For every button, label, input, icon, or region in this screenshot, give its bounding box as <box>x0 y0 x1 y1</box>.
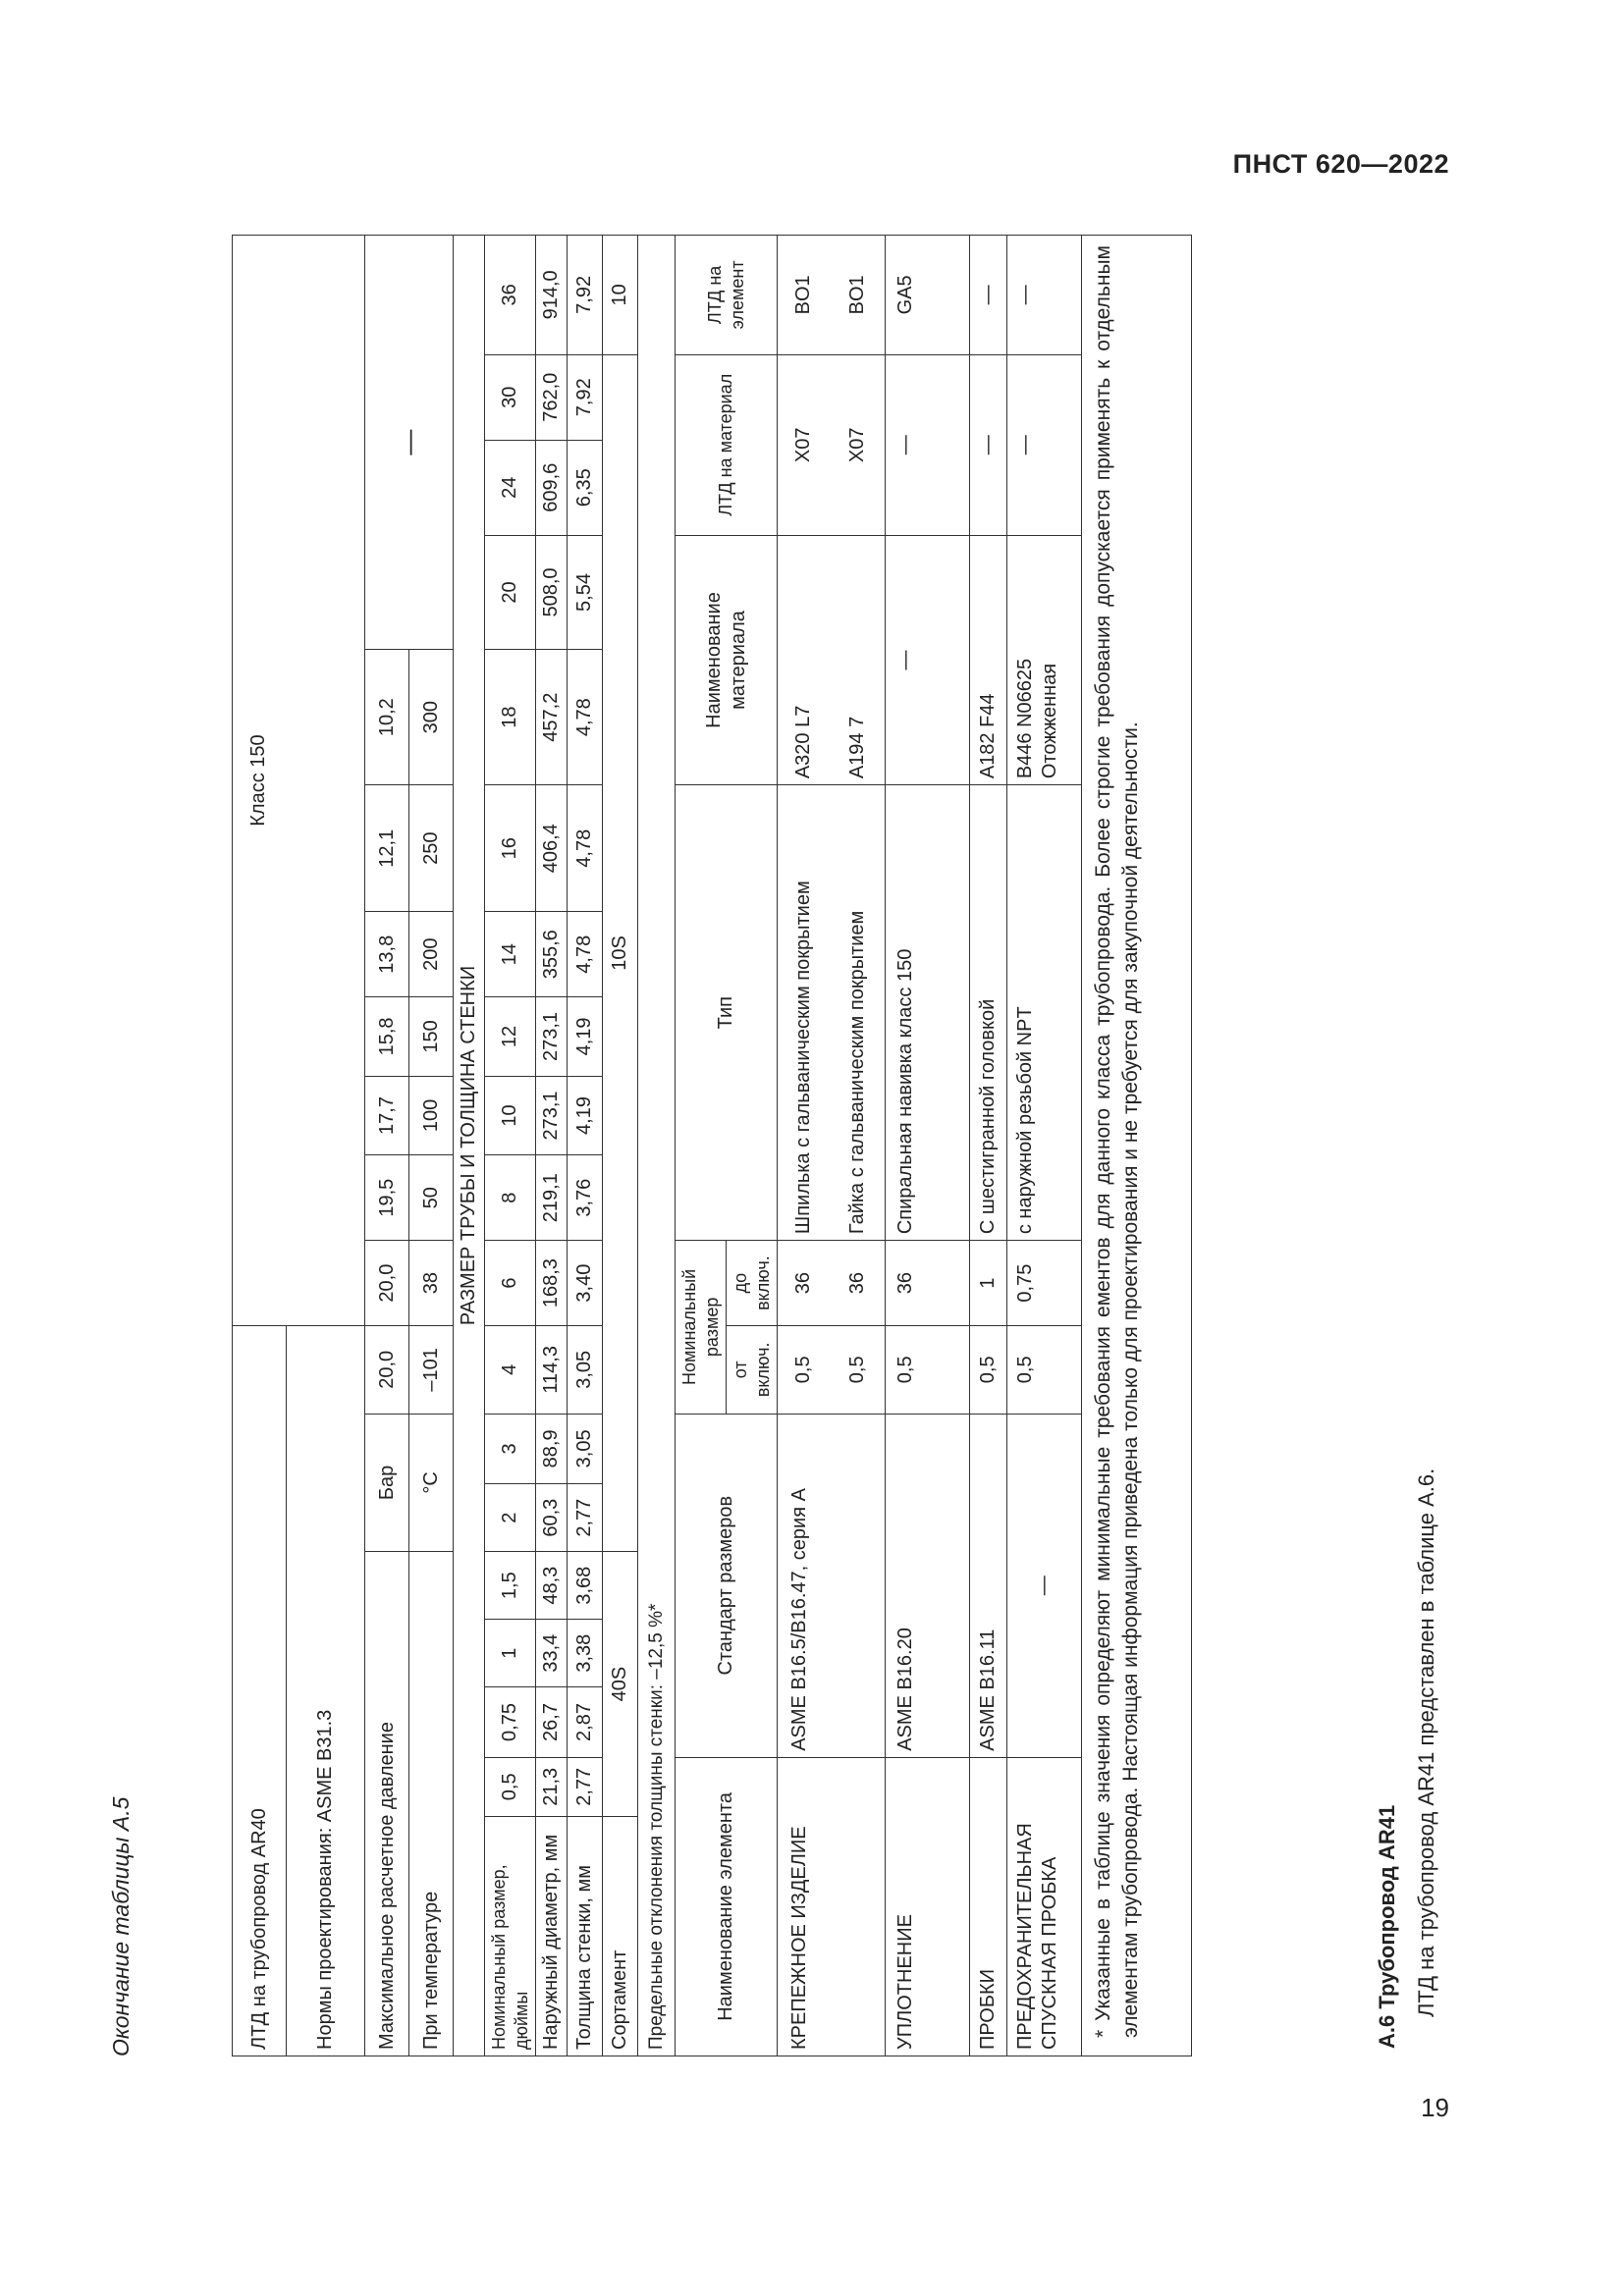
temperature-value: 300 <box>409 650 454 785</box>
fastener-from: 0,5 <box>831 1326 886 1415</box>
nominal-value: 24 <box>485 440 536 535</box>
col-header-material: Наименование материала <box>676 535 778 784</box>
drain-standard: — <box>1007 1414 1082 1757</box>
ltd-label: ЛТД на трубопровод AR40 <box>233 1326 287 2056</box>
wall-label: Толщина стенки, мм <box>568 1816 603 2056</box>
plugs-to: 1 <box>970 1241 1007 1326</box>
table-row <box>568 236 603 2056</box>
seal-name: УПЛОТНЕНИЕ <box>886 1757 970 2056</box>
nominal-value: 0,5 <box>485 1757 536 1816</box>
temperature-label: При температуре <box>409 1552 454 2056</box>
seal-to: 36 <box>886 1241 970 1326</box>
temperature-value: –101 <box>409 1326 454 1415</box>
wall-value: 4,78 <box>568 650 603 785</box>
class-label: Класс 150 <box>233 236 365 1326</box>
col-header-from: от включ. <box>727 1326 778 1415</box>
table-row <box>536 236 568 2056</box>
diameter-value: 219,1 <box>536 1155 568 1241</box>
temperature-value: 200 <box>409 912 454 997</box>
fastener-material: A194 7 <box>831 535 886 784</box>
seal-standard: ASME B16.20 <box>886 1414 970 1757</box>
table-row <box>1082 236 1192 2056</box>
drain-ltd-material: — <box>1007 354 1082 535</box>
wall-value: 3,05 <box>568 1326 603 1415</box>
nominal-value: 14 <box>485 912 536 997</box>
drain-from: 0,5 <box>1007 1326 1082 1415</box>
plugs-ltd-element: — <box>970 236 1007 355</box>
table-row <box>365 236 409 2056</box>
diameter-value: 273,1 <box>536 997 568 1077</box>
col-header-to: до включ. <box>727 1241 778 1326</box>
diameter-value: 273,1 <box>536 1076 568 1155</box>
wall-value: 7,92 <box>568 236 603 355</box>
nominal-value: 36 <box>485 236 536 355</box>
col-header-nominal: Номинальный размер <box>676 1241 727 1414</box>
wall-value: 6,35 <box>568 440 603 535</box>
page-number: 19 <box>1421 2093 1449 2122</box>
drain-to: 0,75 <box>1007 1241 1082 1326</box>
temperature-value: 38 <box>409 1241 454 1326</box>
temperature-unit: °C <box>409 1414 454 1552</box>
table-row <box>485 236 536 2056</box>
wall-value: 3,38 <box>568 1620 603 1687</box>
temperature-value: 50 <box>409 1155 454 1241</box>
table-row <box>454 236 485 2056</box>
wall-value: 3,68 <box>568 1552 603 1620</box>
norms-value: — <box>365 236 454 650</box>
wall-value: 5,54 <box>568 535 603 649</box>
col-header-ltd-material: ЛТД на материал <box>676 354 778 535</box>
assortment-10s: 10S <box>603 354 638 1551</box>
wall-value: 4,19 <box>568 1076 603 1155</box>
diameter-value: 21,3 <box>536 1757 568 1816</box>
table-row <box>886 236 970 2056</box>
col-header-type: Тип <box>676 785 778 1241</box>
pressure-value: 20,0 <box>365 1326 409 1415</box>
wall-value: 3,76 <box>568 1155 603 1241</box>
diameter-value: 48,3 <box>536 1552 568 1620</box>
table-row <box>676 236 727 2056</box>
col-header-ltd-element: ЛТД на элемент <box>676 236 778 355</box>
wall-value: 2,77 <box>568 1484 603 1552</box>
plugs-standard: ASME B16.11 <box>970 1414 1007 1757</box>
pressure-value: 13,8 <box>365 912 409 997</box>
diameter-value: 33,4 <box>536 1620 568 1687</box>
nominal-value: 8 <box>485 1155 536 1241</box>
nominal-value: 1,5 <box>485 1552 536 1620</box>
pressure-value: 10,2 <box>365 650 409 785</box>
diameter-value: 114,3 <box>536 1326 568 1415</box>
fastener-type: Гайка с гальваническим покрытием <box>831 785 886 1241</box>
table-row <box>1007 236 1082 2056</box>
plugs-ltd-material: — <box>970 354 1007 535</box>
col-header-element-name: Наименование элемента <box>676 1757 778 2056</box>
nominal-value: 0,75 <box>485 1687 536 1758</box>
fastener-standard: ASME B16.5/B16.47, серия A <box>778 1414 886 1757</box>
table-row <box>603 236 638 2056</box>
temperature-value: 150 <box>409 997 454 1077</box>
nominal-value: 30 <box>485 354 536 440</box>
plugs-type: С шестигранной головкой <box>970 785 1007 1241</box>
nominal-value: 18 <box>485 650 536 785</box>
diameter-value: 88,9 <box>536 1414 568 1484</box>
seal-ltd-material: — <box>886 354 970 535</box>
pressure-value: 17,7 <box>365 1076 409 1155</box>
nominal-value: 12 <box>485 997 536 1077</box>
nominal-value: 2 <box>485 1484 536 1552</box>
temperature-value: 100 <box>409 1076 454 1155</box>
assortment-10: 10 <box>603 236 638 355</box>
seal-type: Спиральная навивка класс 150 <box>886 785 970 1241</box>
nominal-value: 1 <box>485 1620 536 1687</box>
wall-value: 2,87 <box>568 1687 603 1758</box>
fastener-type: Шпилька с гальваническим покрытием <box>778 785 831 1241</box>
nominal-value: 3 <box>485 1414 536 1484</box>
pressure-value: 15,8 <box>365 997 409 1077</box>
nominal-value: 4 <box>485 1326 536 1415</box>
plugs-name: ПРОБКИ <box>970 1757 1007 2056</box>
nominal-value: 10 <box>485 1076 536 1155</box>
diameter-value: 355,6 <box>536 912 568 997</box>
wall-value: 4,78 <box>568 912 603 997</box>
diameter-value: 26,7 <box>536 1687 568 1758</box>
pressure-value: 19,5 <box>365 1155 409 1241</box>
document-code: ПНСТ 620—2022 <box>1232 149 1449 179</box>
fastener-to: 36 <box>831 1241 886 1326</box>
diameter-value: 406,4 <box>536 785 568 912</box>
diameter-value: 609,6 <box>536 440 568 535</box>
rotated-table-block <box>108 191 1438 2056</box>
table-footnote: * Указанные в таблице значения определяют минимальные требования ементов для данного класса трубопровода. Более строгие требования допускается применять к отдельным элементам трубопровода. Настоящая информация приведена только для проектирования и не требуется для закупочной деятельности. <box>1082 236 1192 2056</box>
drain-type: с наружной резьбой NPT <box>1007 785 1082 1241</box>
section-title: А.6 Трубопровод AR41 <box>1375 1804 1399 2049</box>
wall-value: 4,19 <box>568 997 603 1077</box>
diameter-value: 914,0 <box>536 236 568 355</box>
nominal-value: 6 <box>485 1241 536 1326</box>
plugs-material: A182 F44 <box>970 535 1007 784</box>
fastener-material: A320 L7 <box>778 535 831 784</box>
col-header-standard: Стандарт размеров <box>676 1414 778 1757</box>
fastener-ltd-material: X07 <box>778 354 831 535</box>
fastener-from: 0,5 <box>778 1326 831 1415</box>
diameter-value: 168,3 <box>536 1241 568 1326</box>
fastener-ltd-element: BO1 <box>778 236 831 355</box>
temperature-value: 250 <box>409 785 454 912</box>
nominal-value: 16 <box>485 785 536 912</box>
diameter-value: 508,0 <box>536 535 568 649</box>
wall-value: 7,92 <box>568 354 603 440</box>
pressure-unit: Бар <box>365 1414 409 1552</box>
diameter-value: 457,2 <box>536 650 568 785</box>
table-caption: Окончание таблицы А.5 <box>108 1796 134 2056</box>
wall-tolerance: Предельные отклонения толщины стенки: –12,5 %* <box>638 236 676 2056</box>
wall-value: 3,05 <box>568 1414 603 1484</box>
diameter-value: 60,3 <box>536 1484 568 1552</box>
drain-name: ПРЕДОХРАНИТЕЛЬНАЯ СПУСКНАЯ ПРОБКА <box>1007 1757 1082 2056</box>
nominal-label: Номинальный размер, дюймы <box>485 1816 536 2056</box>
wall-value: 3,40 <box>568 1241 603 1326</box>
seal-material: — <box>886 535 970 784</box>
wall-value: 2,77 <box>568 1757 603 1816</box>
norms-label: Нормы проектирования: ASME B31.3 <box>287 1326 365 2056</box>
diameter-label: Наружный диаметр, мм <box>536 1816 568 2056</box>
fastener-name: КРЕПЕЖНОЕ ИЗДЕЛИЕ <box>778 1757 886 2056</box>
fastener-to: 36 <box>778 1241 831 1326</box>
wall-value: 4,78 <box>568 785 603 912</box>
table-row <box>778 236 831 2056</box>
drain-ltd-element: — <box>1007 236 1082 355</box>
pressure-label: Максимальное расчетное давление <box>365 1552 409 2056</box>
pressure-value: 12,1 <box>365 785 409 912</box>
seal-from: 0,5 <box>886 1326 970 1415</box>
table-row <box>638 236 676 2056</box>
fastener-ltd-material: X07 <box>831 354 886 535</box>
table-row <box>233 236 287 2056</box>
nominal-value: 20 <box>485 535 536 649</box>
fastener-ltd-element: BO1 <box>831 236 886 355</box>
drain-material: B446 N06625 Отожженная <box>1007 535 1082 784</box>
pipe-class-table <box>232 235 1192 2056</box>
pressure-value: 20,0 <box>365 1241 409 1326</box>
table-row <box>970 236 1007 2056</box>
assortment-label: Сортамент <box>603 1816 638 2056</box>
pipe-section-header: РАЗМЕР ТРУБЫ И ТОЛЩИНА СТЕНКИ <box>454 236 485 2056</box>
assortment-40s: 40S <box>603 1552 638 1817</box>
section-text: ЛТД на трубопровод AR41 представлен в таблице А.6. <box>1414 1468 1438 2017</box>
plugs-from: 0,5 <box>970 1326 1007 1415</box>
diameter-value: 762,0 <box>536 354 568 440</box>
seal-ltd-element: GA5 <box>886 236 970 355</box>
